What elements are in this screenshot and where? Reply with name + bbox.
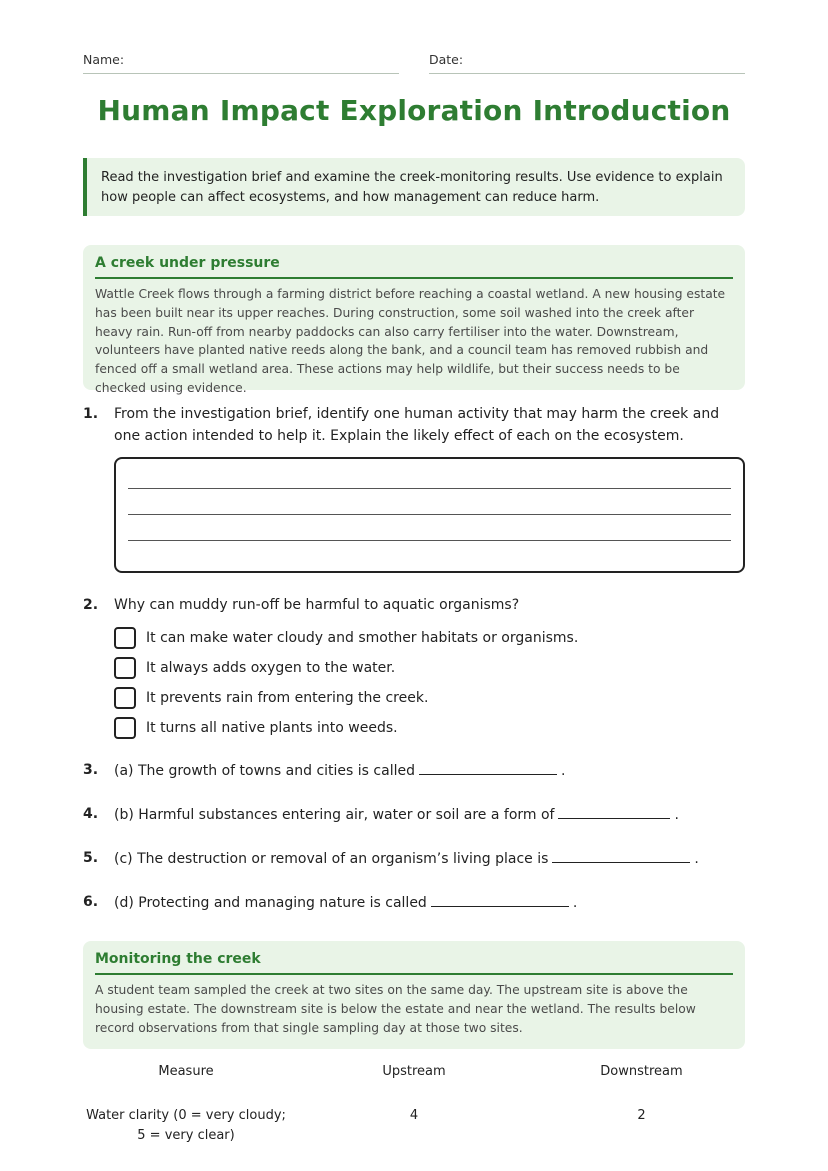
- answer-line: [128, 488, 731, 489]
- monitoring-text: A student team sampled the creek at two sites on the same day. The upstream site is above the housing estate. The downstream site is below the estate and near the wetland. The results below record observations from that single sampling day at those two sites.: [95, 983, 696, 1035]
- option-label: It always adds oxygen to the water.: [146, 660, 396, 676]
- option-4[interactable]: [114, 716, 398, 740]
- question-end: .: [694, 851, 699, 867]
- question-text: (c) The destruction or removal of an organism’s living place is: [114, 851, 549, 867]
- checkbox[interactable]: [114, 657, 136, 679]
- monitoring-title: Monitoring the creek: [95, 951, 733, 975]
- creek-brief-panel: [83, 245, 745, 395]
- question-5: [83, 847, 745, 870]
- option-label: It prevents rain from entering the creek.: [146, 690, 429, 706]
- checkbox[interactable]: [114, 687, 136, 709]
- question-text: (d) Protecting and managing nature is called: [114, 895, 427, 911]
- checkbox[interactable]: [114, 627, 136, 649]
- question-end: .: [674, 807, 679, 823]
- option-1[interactable]: [114, 626, 578, 650]
- intro-callout: Read the investigation brief and examine the creek-monitoring results. Use evidence to explain how people can affect ecosystems, and how management can reduce harm.: [83, 158, 745, 216]
- question-end: .: [560, 763, 566, 779]
- question-text: From the investigation brief, identify one human activity that may harm the creek and one action intended to help it. Explain the likely effect of each on the ecosystem.: [114, 406, 720, 444]
- question-text: Why can muddy run-off be harmful to aquatic organisms?: [114, 597, 520, 613]
- question-number: 5.: [83, 850, 99, 866]
- cell-measure: Water clarity (0 = very cloudy; 5 = very clear): [86, 1108, 286, 1143]
- column-header-measure: Measure: [158, 1064, 214, 1079]
- column-header-downstream: Downstream: [600, 1064, 683, 1079]
- question-4: [83, 803, 745, 826]
- fill-in-blank[interactable]: [558, 803, 670, 819]
- fill-in-blank[interactable]: [552, 847, 690, 863]
- answer-line: [128, 540, 731, 541]
- name-label: Name:: [83, 52, 125, 67]
- option-3[interactable]: [114, 686, 428, 710]
- question-number: 1.: [83, 406, 99, 422]
- answer-box-q1[interactable]: [114, 457, 745, 573]
- question-number: 6.: [83, 894, 99, 910]
- question-end: .: [572, 895, 578, 911]
- checkbox[interactable]: [114, 717, 136, 739]
- question-number: 4.: [83, 806, 99, 822]
- monitoring-panel: [83, 941, 745, 1049]
- creek-brief-title: A creek under pressure: [95, 255, 733, 279]
- option-2[interactable]: [114, 656, 395, 680]
- question-3: [83, 759, 745, 782]
- question-1: [83, 403, 745, 447]
- student-info-row: [83, 52, 745, 74]
- question-text: (a) The growth of towns and cities is called: [114, 763, 415, 779]
- name-field[interactable]: [83, 52, 399, 74]
- date-field[interactable]: [429, 52, 745, 74]
- cell-upstream: 4: [409, 1108, 419, 1123]
- column-header-upstream: Upstream: [382, 1064, 446, 1079]
- cell-downstream: 2: [637, 1108, 646, 1123]
- option-label: It can make water cloudy and smother habitats or organisms.: [146, 630, 579, 646]
- answer-line: [128, 514, 731, 515]
- fill-in-blank[interactable]: [419, 759, 557, 775]
- question-2: [83, 594, 745, 616]
- question-6: [83, 891, 745, 914]
- page-title: Human Impact Exploration Introduction: [97, 94, 731, 127]
- fill-in-blank[interactable]: [431, 891, 569, 907]
- date-label: Date:: [429, 52, 464, 67]
- question-number: 2.: [83, 597, 99, 613]
- question-number: 3.: [83, 762, 99, 778]
- creek-brief-text: Wattle Creek flows through a farming district before reaching a coastal wetland. A new housing estate has been built near its upper reaches. During construction, some soil washed into the creek after heavy rain. Run-off from nearby paddocks can also carry fertiliser into the water. Downstream, volunteers have planted native reeds along the bank, and a council team has removed rubbish and fenced off a small wetland area. These actions may help wildlife, but their success needs to be checked using evidence.: [95, 287, 726, 395]
- option-label: It turns all native plants into weeds.: [146, 720, 398, 736]
- question-text: (b) Harmful substances entering air, water or soil are a form of: [114, 807, 555, 823]
